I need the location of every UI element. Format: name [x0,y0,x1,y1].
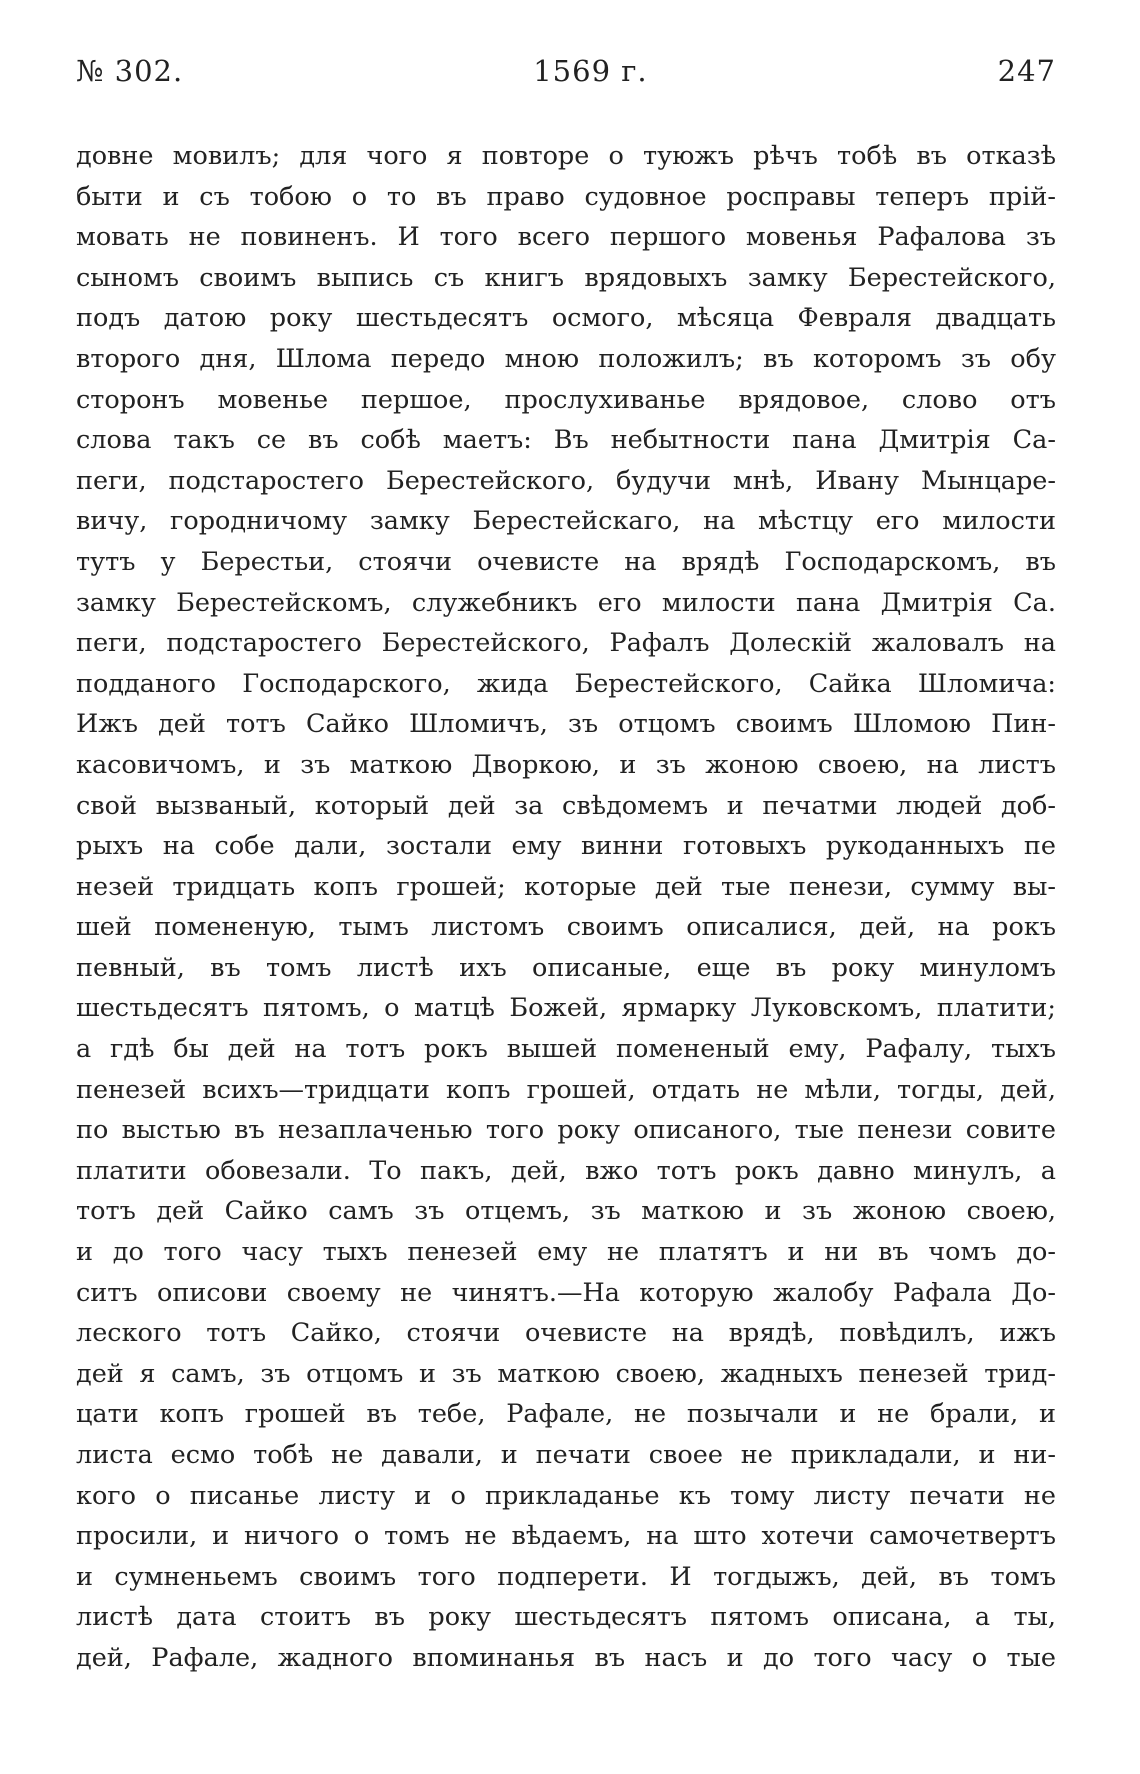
text-line: свой вызваный, который дей за свѣдомемъ и печатми людей доб- [76,790,1056,821]
text-line: шестьдесятъ пятомъ, о матцѣ Божей, ярмарку Луковскомъ, платити; [76,993,1056,1024]
text-line: вичу, городничому замку Берестейскаго, на мѣстцу его милости [76,506,1056,537]
text-line: дей, Рафале, жадного впоминанья въ насъ и до того часу о тые [76,1642,1056,1673]
text-line: платити обовезали. То пакъ, дей, вжо тотъ рокъ давно минулъ, а [76,1155,1056,1186]
text-line: певный, въ томъ листѣ ихъ описаные, еще въ року минуломъ [76,952,1056,983]
text-line: ситъ описови своему не чинятъ.—На которую жалобу Рафала До- [76,1277,1056,1308]
text-line: подъ датою року шестьдесятъ осмого, мѣсяца Февраля двадцать [76,303,1056,334]
text-line: и сумненьемъ своимъ того подперети. И тогдыжъ, дей, въ томъ [76,1561,1056,1592]
text-line: мовать не повиненъ. И того всего першого мовенья Рафалова зъ [76,222,1056,253]
text-line: дей я самъ, зъ отцомъ и зъ маткою своею, жадныхъ пенезей трид- [76,1358,1056,1389]
document-number: № 302. [76,54,184,88]
text-line: кого о писанье листу и о прикладанье къ тому листу печати не [76,1480,1056,1511]
text-line: леского тотъ Сайко, стоячи очевисте на врядѣ, повѣдилъ, ижъ [76,1318,1056,1349]
text-line: пеги, подстаростего Берестейского, будучи мнѣ, Ивану Мынцаре- [76,465,1056,496]
text-line: Ижъ дей тотъ Сайко Шломичъ, зъ отцомъ своимъ Шломою Пин- [76,709,1056,740]
text-line: по выстью въ незаплаченью того року описаного, тые пенези совите [76,1115,1056,1146]
text-line: пеги, подстаростего Берестейского, Рафалъ Долескій жаловалъ на [76,628,1056,659]
text-line: и до того часу тыхъ пенезей ему не платятъ и ни въ чомъ до- [76,1237,1056,1268]
page-number: 247 [997,54,1056,88]
text-line: сторонъ мовенье першое, прослухиванье врядовое, слово отъ [76,384,1056,415]
text-line: незей тридцать копъ грошей; которые дей тые пенези, сумму вы- [76,871,1056,902]
document-year: 1569 г. [533,54,648,88]
page-header [76,54,1056,98]
text-line: просили, и ничого о томъ не вѣдаемъ, на што хотечи самочетвертъ [76,1521,1056,1552]
text-line: листѣ дата стоитъ въ року шестьдесятъ пятомъ описана, а ты, [76,1602,1056,1633]
text-line: быти и съ тобою о то въ право судовное росправы теперъ прій- [76,181,1056,212]
text-line: листа есмо тобѣ не давали, и печати своее не прикладали, и ни- [76,1440,1056,1470]
text-line: замку Берестейскомъ, служебникъ его милости пана Дмитрія Са. [76,587,1056,618]
text-line: второго дня, Шлома передо мною положилъ; въ которомъ зъ обу [76,343,1056,374]
text-line: слова такъ се въ собѣ маетъ: Въ небытности пана Дмитрія Са- [76,425,1056,456]
text-line: пенезей всихъ—тридцати копъ грошей, отдать не мѣли, тогды, дей, [76,1074,1056,1105]
text-line: тотъ дей Сайко самъ зъ отцемъ, зъ маткою и зъ жоною своею, [76,1196,1056,1227]
body-text [76,136,1056,1679]
text-line: цати копъ грошей въ тебе, Рафале, не позычали и не брали, и [76,1399,1056,1430]
text-line: сыномъ своимъ выпись съ книгъ врядовыхъ замку Берестейского, [76,262,1056,293]
text-line: тутъ у Берестьи, стоячи очевисте на врядѣ Господарскомъ, въ [76,546,1056,577]
text-line: рыхъ на собе дали, зостали ему винни готовыхъ рукоданныхъ пе [76,831,1056,862]
text-line: довне мовилъ; для чого я повторе о туюжъ рѣчъ тобѣ въ отказѣ [76,141,1056,171]
text-line: подданого Господарского, жида Берестейского, Сайка Шломича: [76,668,1056,699]
text-line: а гдѣ бы дей на тотъ рокъ вышей помененый ему, Рафалу, тыхъ [76,1034,1056,1065]
text-line: шей помененую, тымъ листомъ своимъ описалися, дей, на рокъ [76,912,1056,943]
text-line: касовичомъ, и зъ маткою Дворкою, и зъ жоною своею, на листъ [76,749,1056,780]
